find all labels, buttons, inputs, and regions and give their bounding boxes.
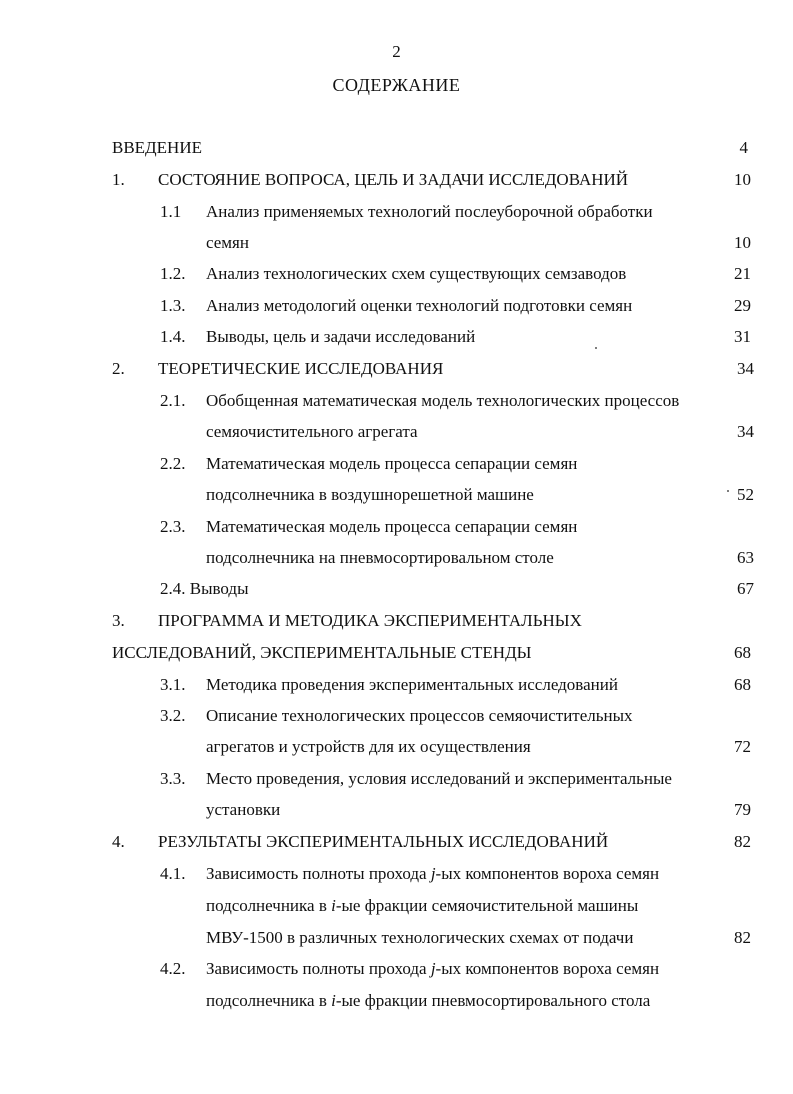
toc-s3-1-title: Методика проведения экспериментальных исследований: [206, 675, 618, 694]
toc-s2-4-title: 2.4. Выводы: [160, 579, 249, 598]
toc-s2-1-page: 34: [737, 422, 754, 441]
scan-speck: [595, 347, 597, 349]
toc-s1-1-line2: семян: [206, 233, 249, 252]
toc-s4-num: 4.: [112, 832, 125, 851]
toc-s1-3-num: 1.3.: [160, 296, 186, 315]
toc-s1-4-title: Выводы, цель и задачи исследований: [206, 327, 476, 346]
toc-s1-4-num: 1.4.: [160, 327, 186, 346]
toc-intro-page: 4: [739, 138, 748, 157]
toc-s4-2-var-i: i: [331, 991, 336, 1010]
toc-s4-2-line1-c: -ых компонентов вороха семян: [435, 959, 660, 978]
toc-s3-2-page: 72: [734, 737, 751, 756]
toc-s2-num: 2.: [112, 359, 125, 378]
toc-s1-2-title: Анализ технологических схем существующих семзаводов: [206, 264, 627, 283]
toc-s4-2-line2-c: -ые фракции пневмосортировального стола: [335, 991, 651, 1010]
toc-s3-1-page: 68: [734, 675, 751, 694]
toc-s2-2-page: 52: [737, 485, 754, 504]
toc-s3-2-line1: Описание технологических процессов семяочистительных: [206, 706, 633, 725]
toc-s4-1-line2-c: -ые фракции семяочистительной машины: [335, 896, 639, 915]
toc-s4-title: РЕЗУЛЬТАТЫ ЭКСПЕРИМЕНТАЛЬНЫХ ИССЛЕДОВАНИЙ: [158, 832, 609, 851]
toc-s3-3-num: 3.3.: [160, 769, 186, 788]
toc-s2-3-num: 2.3.: [160, 517, 186, 536]
toc-s4-1-var-j: j: [430, 864, 436, 883]
toc-s2-2-num: 2.2.: [160, 454, 186, 473]
scan-speck: [727, 490, 729, 492]
toc-s4-1-page: 82: [734, 928, 751, 947]
toc-s4-2-line1-a: Зависимость полноты прохода: [206, 959, 431, 978]
toc-intro-title: ВВЕДЕНИЕ: [112, 138, 202, 157]
toc-s3-3-page: 79: [734, 800, 751, 819]
toc-s4-2-var-j: j: [430, 959, 436, 978]
toc-s1-3-page: 29: [734, 296, 751, 315]
toc-s1-1-page: 10: [734, 233, 751, 252]
toc-s3-3-line1: Место проведения, условия исследований и экспериментальные: [206, 769, 672, 788]
toc-s1-4-page: 31: [734, 327, 751, 346]
toc-s2-1-line2: семяочистительного агрегата: [206, 422, 418, 441]
toc-s1-title: СОСТОЯНИЕ ВОПРОСА, ЦЕЛЬ И ЗАДАЧИ ИССЛЕДОВАНИЙ: [158, 170, 629, 189]
toc-s4-2-num: 4.2.: [160, 959, 186, 978]
toc-s3-2-num: 3.2.: [160, 706, 186, 725]
toc-s4-1-line2-a: подсолнечника в: [206, 896, 332, 915]
page-title: СОДЕРЖАНИЕ: [332, 75, 461, 95]
page-number: 2: [392, 42, 401, 61]
toc-s2-2-line2: подсолнечника в воздушнорешетной машине: [206, 485, 534, 504]
toc-s4-1-var-i: i: [331, 896, 336, 915]
toc-s2-title: ТЕОРЕТИЧЕСКИЕ ИССЛЕДОВАНИЯ: [158, 359, 444, 378]
toc-s4-page: 82: [734, 832, 751, 851]
toc-s2-1-num: 2.1.: [160, 391, 186, 410]
toc-s2-3-line1: Математическая модель процесса сепарации семян: [206, 517, 578, 536]
toc-s4-2-line2-a: подсолнечника в: [206, 991, 332, 1010]
toc-s3-2-line2: агрегатов и устройств для их осуществления: [206, 737, 531, 756]
toc-s1-page: 10: [734, 170, 751, 189]
toc-s4-1-line1: [206, 864, 659, 884]
toc-s4-1-line1-c: -ых компонентов вороха семян: [435, 864, 660, 883]
toc-s3-1-num: 3.1.: [160, 675, 186, 694]
toc-s1-1-line1: Анализ применяемых технологий послеуборочной обработки: [206, 202, 653, 221]
toc-s2-3-line2: подсолнечника на пневмосортировальном столе: [206, 548, 554, 567]
toc-s2-page: 34: [737, 359, 754, 378]
toc-s4-1-line2: [206, 896, 638, 916]
toc-s4-2-line2: [206, 991, 650, 1011]
toc-s1-3-title: Анализ методологий оценки технологий подготовки семян: [206, 296, 633, 315]
toc-s1-2-num: 1.2.: [160, 264, 186, 283]
toc-s2-1-line1: Обобщенная математическая модель технологических процессов: [206, 391, 680, 410]
toc-s4-2-line1: [206, 959, 659, 979]
toc-s1-num: 1.: [112, 170, 125, 189]
toc-s4-1-line1-a: Зависимость полноты прохода: [206, 864, 431, 883]
toc-s2-2-line1: Математическая модель процесса сепарации семян: [206, 454, 578, 473]
toc-s3-line1: ПРОГРАММА И МЕТОДИКА ЭКСПЕРИМЕНТАЛЬНЫХ: [158, 611, 582, 630]
toc-s2-3-page: 63: [737, 548, 754, 567]
toc-s1-2-page: 21: [734, 264, 751, 283]
toc-s2-4-page: 67: [737, 579, 754, 598]
toc-s4-1-num: 4.1.: [160, 864, 186, 883]
toc-s3-3-line2: установки: [206, 800, 281, 819]
toc-s3-num: 3.: [112, 611, 125, 630]
toc-s3-page: 68: [734, 643, 751, 662]
toc-s3-line2: ИССЛЕДОВАНИЙ, ЭКСПЕРИМЕНТАЛЬНЫЕ СТЕНДЫ: [112, 643, 532, 662]
toc-s4-1-line3: МВУ-1500 в различных технологических схемах от подачи: [206, 928, 634, 947]
toc-s1-1-num: 1.1: [160, 202, 182, 221]
